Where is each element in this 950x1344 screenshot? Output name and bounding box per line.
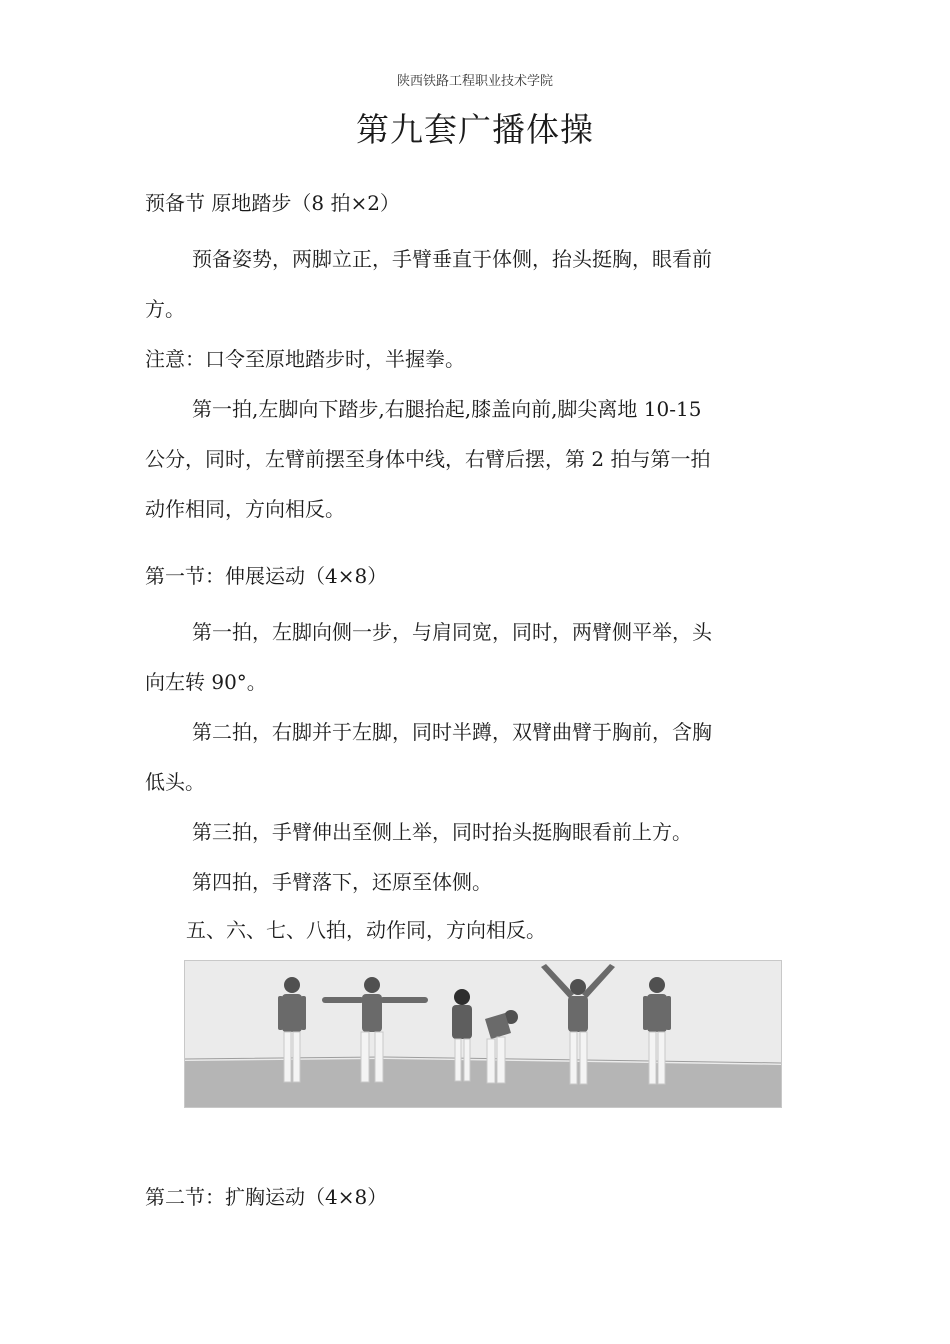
paragraph-line: 动作相同，方向相反。 — [145, 497, 345, 521]
exercise-figures-illustration — [184, 960, 782, 1108]
school-header: 陕西铁路工程职业技术学院 — [396, 74, 553, 89]
paragraph-line: 注意：口令至原地踏步时，半握拳。 — [145, 347, 465, 371]
paragraph-line: 方。 — [145, 297, 185, 321]
paragraph-line: 五、六、七、八拍，动作同，方向相反。 — [186, 918, 546, 942]
paragraph-line: 低头。 — [145, 770, 205, 794]
paragraph-line: 第一拍，左脚向侧一步，与肩同宽，同时，两臂侧平举，头 — [192, 620, 712, 644]
paragraph-line: 预备姿势，两脚立正，手臂垂直于体侧，抬头挺胸，眼看前 — [192, 247, 712, 271]
page-title: 第九套广播体操 — [356, 110, 594, 149]
paragraph-line: 第一拍,左脚向下踏步,右腿抬起,膝盖向前,脚尖离地 10-15 — [192, 397, 702, 421]
section-heading-prep: 预备节 原地踏步（8 拍×2） — [145, 191, 400, 215]
paragraph-line: 公分，同时，左臂前摆至身体中线，右臂后摆，第 2 拍与第一拍 — [145, 447, 711, 471]
section-heading-stretch: 第一节：伸展运动（4×8） — [145, 564, 388, 588]
paragraph-line: 第三拍，手臂伸出至侧上举，同时抬头挺胸眼看前上方。 — [192, 820, 692, 844]
paragraph-line: 第二拍，右脚并于左脚，同时半蹲，双臂曲臂于胸前，含胸 — [192, 720, 712, 744]
paragraph-line: 向左转 90°。 — [145, 670, 267, 694]
paragraph-line: 第四拍，手臂落下，还原至体侧。 — [192, 870, 492, 894]
section-heading-chest: 第二节：扩胸运动（4×8） — [145, 1185, 388, 1209]
